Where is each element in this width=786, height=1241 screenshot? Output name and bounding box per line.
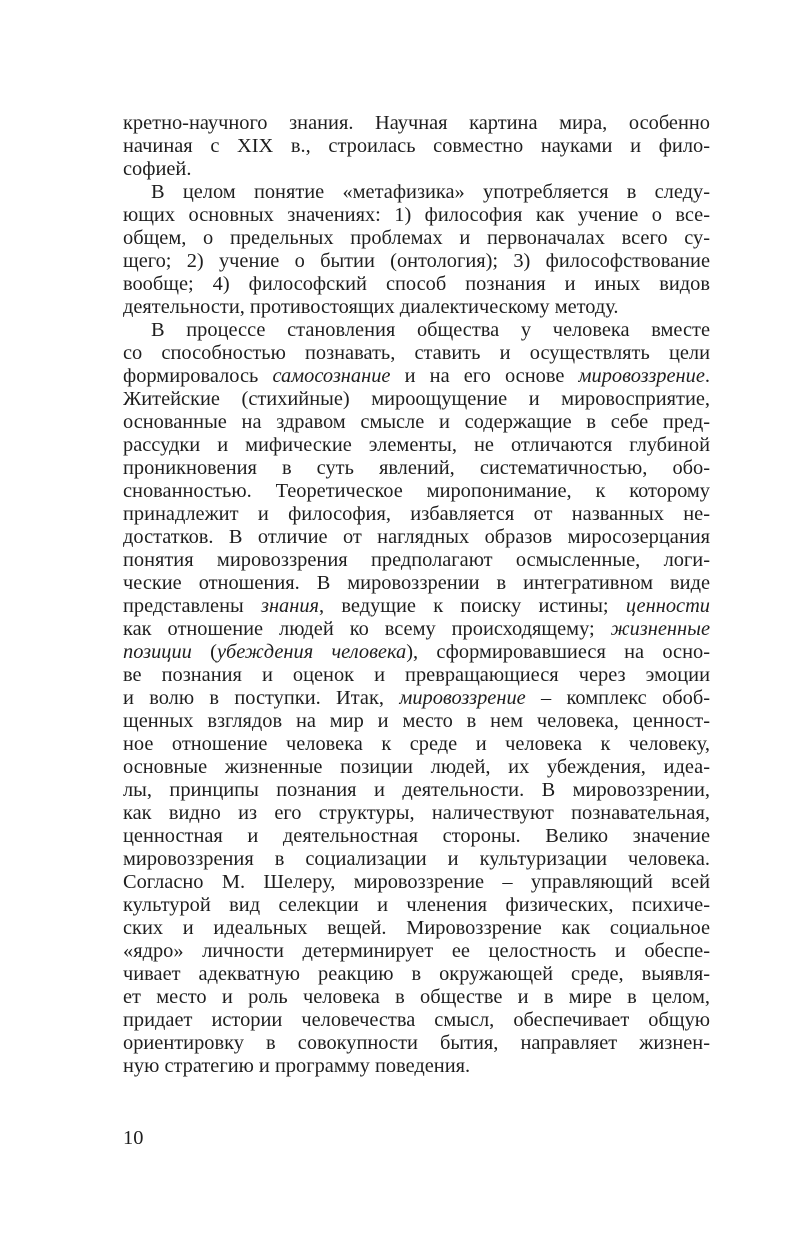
text-line xyxy=(123,986,710,1009)
text-line xyxy=(123,503,710,526)
text-line xyxy=(123,894,710,917)
text-line xyxy=(123,1032,710,1055)
text-run: культурой вид селекции и членения физических, психиче- xyxy=(123,894,710,916)
text-run: основанные на здравом смысле и содержащие в себе пред- xyxy=(123,411,710,433)
text-line xyxy=(123,595,710,618)
text-line xyxy=(123,319,710,342)
text-line xyxy=(123,342,710,365)
text-line xyxy=(123,802,710,825)
text-line xyxy=(123,1055,710,1078)
text-run: ве познания и оценок и превращающиеся через эмоции xyxy=(123,664,710,686)
text-run: мировоззрения в социализации и культуризации человека. xyxy=(123,848,710,870)
text-line xyxy=(123,480,710,503)
text-run: кретно-научного знания. Научная картина мира, особенно xyxy=(123,112,710,134)
text-line xyxy=(123,296,710,319)
text-run: щенных взглядов на мир и место в нем человека, ценност- xyxy=(123,710,710,732)
text-run: ческие отношения. В мировоззрении в интегративном виде xyxy=(123,572,710,594)
body-text xyxy=(123,112,710,1078)
text-line xyxy=(123,687,710,710)
text-line xyxy=(123,135,710,158)
text-line xyxy=(123,526,710,549)
italic-term: мировоззрение xyxy=(399,687,526,709)
paragraph xyxy=(123,181,710,319)
text-line xyxy=(123,710,710,733)
text-line xyxy=(123,756,710,779)
text-run: и на его основе xyxy=(390,365,579,387)
text-run: вообще; 4) философский способ познания и иных видов xyxy=(123,273,710,295)
text-run: формировалось xyxy=(123,365,273,387)
text-line xyxy=(123,227,710,250)
text-line xyxy=(123,963,710,986)
text-run: лы, принципы познания и деятельности. В мировоззрении, xyxy=(123,779,710,801)
text-line xyxy=(123,388,710,411)
text-line xyxy=(123,250,710,273)
text-run: , ведущие к поиску истины; xyxy=(319,595,626,617)
text-line xyxy=(123,779,710,802)
text-line xyxy=(123,181,710,204)
text-run: ), сформировавшиеся на осно- xyxy=(406,641,711,663)
text-run: ную стратегию и программу поведения. xyxy=(123,1055,471,1077)
text-run: проникновения в суть явлений, систематичностью, обо- xyxy=(123,457,710,479)
text-run: принадлежит и философия, избавляется от названных не- xyxy=(123,503,710,525)
text-run: основные жизненные позиции людей, их убеждения, идеа- xyxy=(123,756,710,778)
text-run: рассудки и мифические элементы, не отличаются глубиной xyxy=(123,434,710,456)
text-run: как видно из его структуры, наличествуют познавательная, xyxy=(123,802,710,824)
text-run: понятия мировоззрения предполагают осмысленные, логи- xyxy=(123,549,710,571)
text-run: Согласно М. Шелеру, мировоззрение – управляющий всей xyxy=(123,871,710,893)
text-run: со способностью познавать, ставить и осуществлять цели xyxy=(123,342,710,364)
text-run: ориентировку в совокупности бытия, направляет жизнен- xyxy=(123,1032,710,1054)
text-line xyxy=(123,572,710,595)
text-line xyxy=(123,204,710,227)
text-line xyxy=(123,825,710,848)
text-run: «ядро» личности детерминирует ее целостность и обеспе- xyxy=(123,940,710,962)
paragraph xyxy=(123,112,710,181)
text-line xyxy=(123,940,710,963)
text-line xyxy=(123,848,710,871)
text-run: ских и идеальных вещей. Мировоззрение как социальное xyxy=(123,917,710,939)
text-run: софией. xyxy=(123,158,192,180)
text-run: ( xyxy=(191,641,217,663)
page-number: 10 xyxy=(123,1127,144,1149)
text-line xyxy=(123,1009,710,1032)
text-run: чивает адекватную реакцию в окружающей среде, выявля- xyxy=(123,963,710,985)
text-run: придает истории человечества смысл, обеспечивает общую xyxy=(123,1009,710,1031)
text-run: и волю в поступки. Итак, xyxy=(123,687,400,709)
italic-term: позиции xyxy=(123,641,192,663)
text-run: снованностью. Теоретическое миропонимание, к которому xyxy=(123,480,710,502)
text-line xyxy=(123,434,710,457)
text-line xyxy=(123,273,710,296)
italic-term: жизненные xyxy=(610,618,710,640)
text-run: Житейские (стихийные) мироощущение и мировосприятие, xyxy=(123,388,710,410)
italic-term: самосознание xyxy=(272,365,391,387)
italic-term: ценности xyxy=(625,595,710,617)
text-run: ющих основных значениях: 1) философия как учение о все- xyxy=(123,204,710,226)
text-line xyxy=(123,917,710,940)
text-line xyxy=(123,549,710,572)
text-line xyxy=(123,112,710,135)
text-run: щего; 2) учение о бытии (онтология); 3) философствование xyxy=(123,250,710,272)
text-run: как отношение людей ко всему происходящему; xyxy=(123,618,611,640)
text-run: – комплекс обоб- xyxy=(525,687,710,709)
text-line xyxy=(123,618,710,641)
text-line xyxy=(123,411,710,434)
text-run: общем, о предельных проблемах и первоначалах всего су- xyxy=(123,227,710,249)
text-run: ное отношение человека к среде и человека к человеку, xyxy=(123,733,710,755)
text-run: ценностная и деятельностная стороны. Велико значение xyxy=(123,825,710,847)
text-line xyxy=(123,641,710,664)
text-line xyxy=(123,365,710,388)
italic-term: мировоззрение xyxy=(578,365,705,387)
text-run: ет место и роль человека в обществе и в мире в целом, xyxy=(123,986,710,1008)
text-line xyxy=(123,158,710,181)
text-run: деятельности, противостоящих диалектическому методу. xyxy=(123,296,619,318)
paragraph xyxy=(123,319,710,1078)
text-run: . xyxy=(704,365,710,387)
text-line xyxy=(123,733,710,756)
italic-term: знания xyxy=(260,595,320,617)
italic-term: убеждения человека xyxy=(216,641,407,663)
text-run: представлены xyxy=(123,595,261,617)
text-line xyxy=(123,457,710,480)
text-line xyxy=(123,871,710,894)
text-run: В процессе становления общества у человека вместе xyxy=(151,319,710,341)
text-run: В целом понятие «метафизика» употребляется в следу- xyxy=(151,181,710,203)
text-run: начиная с XIX в., строилась совместно науками и фило- xyxy=(123,135,710,157)
text-line xyxy=(123,664,710,687)
text-run: достатков. В отличие от наглядных образов миросозерцания xyxy=(123,526,710,548)
